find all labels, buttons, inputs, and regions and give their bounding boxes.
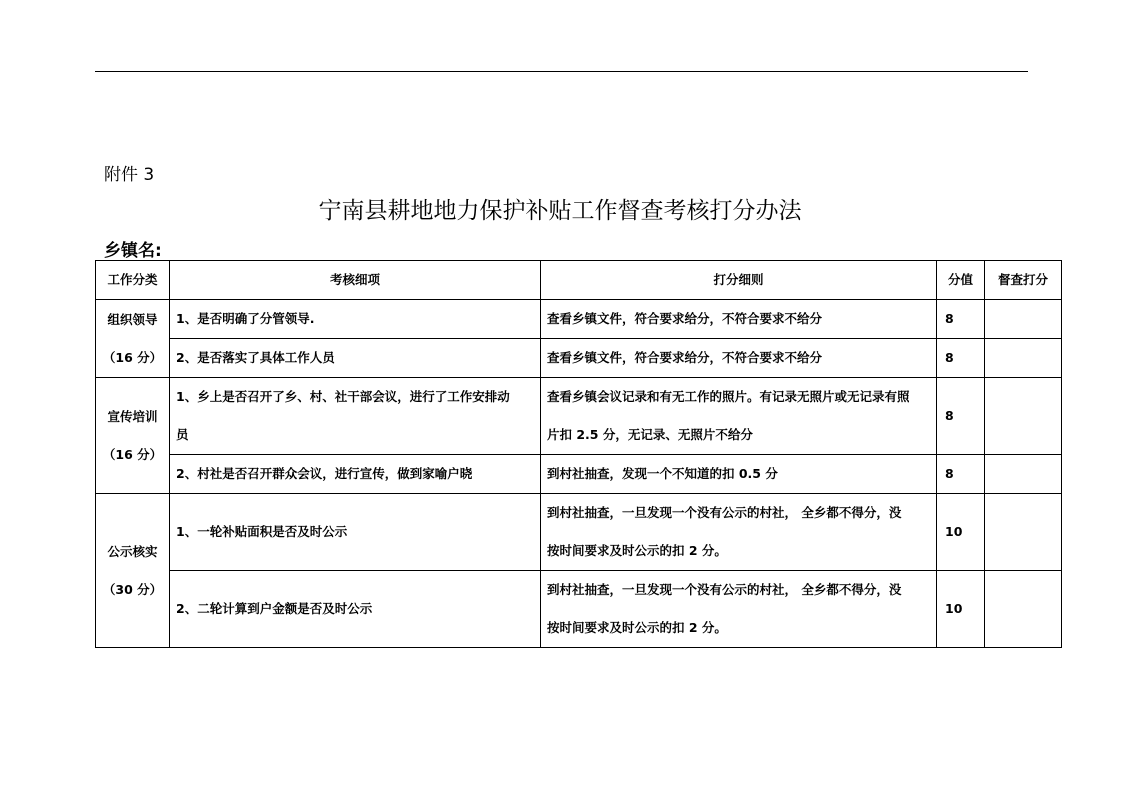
score-cell: 10 bbox=[937, 571, 985, 648]
detail-cell: 查看乡镇文件，符合要求给分，不符合要求不给分 bbox=[541, 339, 937, 378]
detail-line: 到村社抽查，一旦发现一个没有公示的村社， 全乡都不得分，没 bbox=[547, 505, 902, 520]
item-cell: 2、是否落实了具体工作人员 bbox=[170, 339, 541, 378]
table-row bbox=[96, 300, 1062, 339]
column-header: 打分细则 bbox=[541, 261, 937, 300]
table-row bbox=[96, 571, 1062, 648]
column-header: 督查打分 bbox=[985, 261, 1062, 300]
item-line: 1、乡上是否召开了乡、村、社干部会议，进行了工作安排动 bbox=[176, 389, 510, 404]
check-score-cell bbox=[985, 339, 1062, 378]
score-cell: 8 bbox=[937, 339, 985, 378]
detail-line: 查看乡镇会议记录和有无工作的照片。有记录无照片或无记录有照 bbox=[547, 389, 910, 404]
item-cell: 1、一轮补贴面积是否及时公示 bbox=[170, 494, 541, 571]
score-cell: 10 bbox=[937, 494, 985, 571]
column-header: 考核细项 bbox=[170, 261, 541, 300]
category-cell bbox=[96, 300, 170, 378]
table-row bbox=[96, 455, 1062, 494]
category-points: （30 分） bbox=[102, 581, 163, 597]
score-cell: 8 bbox=[937, 378, 985, 455]
item-cell: 2、村社是否召开群众会议，进行宣传，做到家喻户晓 bbox=[170, 455, 541, 494]
attachment-label: 附件 3 bbox=[104, 165, 155, 185]
category-name: 组织领导 bbox=[107, 311, 158, 327]
table-row bbox=[96, 378, 1062, 455]
assessment-table bbox=[95, 260, 1062, 648]
item-cell bbox=[170, 378, 541, 455]
column-header: 工作分类 bbox=[96, 261, 170, 300]
item-line: 员 bbox=[176, 427, 189, 442]
category-cell bbox=[96, 494, 170, 648]
column-header: 分值 bbox=[937, 261, 985, 300]
detail-line: 按时间要求及时公示的扣 2 分。 bbox=[547, 543, 727, 558]
category-points: （16 分） bbox=[102, 446, 163, 462]
document-title: 宁南县耕地地力保护补贴工作督查考核打分办法 bbox=[318, 198, 802, 224]
item-cell: 1、是否明确了分管领导. bbox=[170, 300, 541, 339]
check-score-cell bbox=[985, 378, 1062, 455]
detail-cell: 到村社抽查，发现一个不知道的扣 0.5 分 bbox=[541, 455, 937, 494]
item-cell: 2、二轮计算到户金额是否及时公示 bbox=[170, 571, 541, 648]
town-name-label: 乡镇名: bbox=[104, 241, 162, 261]
check-score-cell bbox=[985, 571, 1062, 648]
detail-cell bbox=[541, 378, 937, 455]
detail-line: 到村社抽查，一旦发现一个没有公示的村社， 全乡都不得分，没 bbox=[547, 582, 902, 597]
detail-cell bbox=[541, 494, 937, 571]
score-cell: 8 bbox=[937, 300, 985, 339]
check-score-cell bbox=[985, 455, 1062, 494]
check-score-cell bbox=[985, 494, 1062, 571]
table-row bbox=[96, 494, 1062, 571]
detail-cell bbox=[541, 571, 937, 648]
check-score-cell bbox=[985, 300, 1062, 339]
table-row bbox=[96, 339, 1062, 378]
score-cell: 8 bbox=[937, 455, 985, 494]
category-name: 宣传培训 bbox=[107, 408, 158, 424]
category-points: （16 分） bbox=[102, 349, 163, 365]
category-name: 公示核实 bbox=[107, 543, 158, 559]
category-cell bbox=[96, 378, 170, 494]
header-rule bbox=[95, 71, 1028, 72]
table-header-row bbox=[96, 261, 1062, 300]
detail-line: 片扣 2.5 分，无记录、无照片不给分 bbox=[547, 427, 753, 442]
detail-line: 按时间要求及时公示的扣 2 分。 bbox=[547, 620, 727, 635]
detail-cell: 查看乡镇文件，符合要求给分，不符合要求不给分 bbox=[541, 300, 937, 339]
